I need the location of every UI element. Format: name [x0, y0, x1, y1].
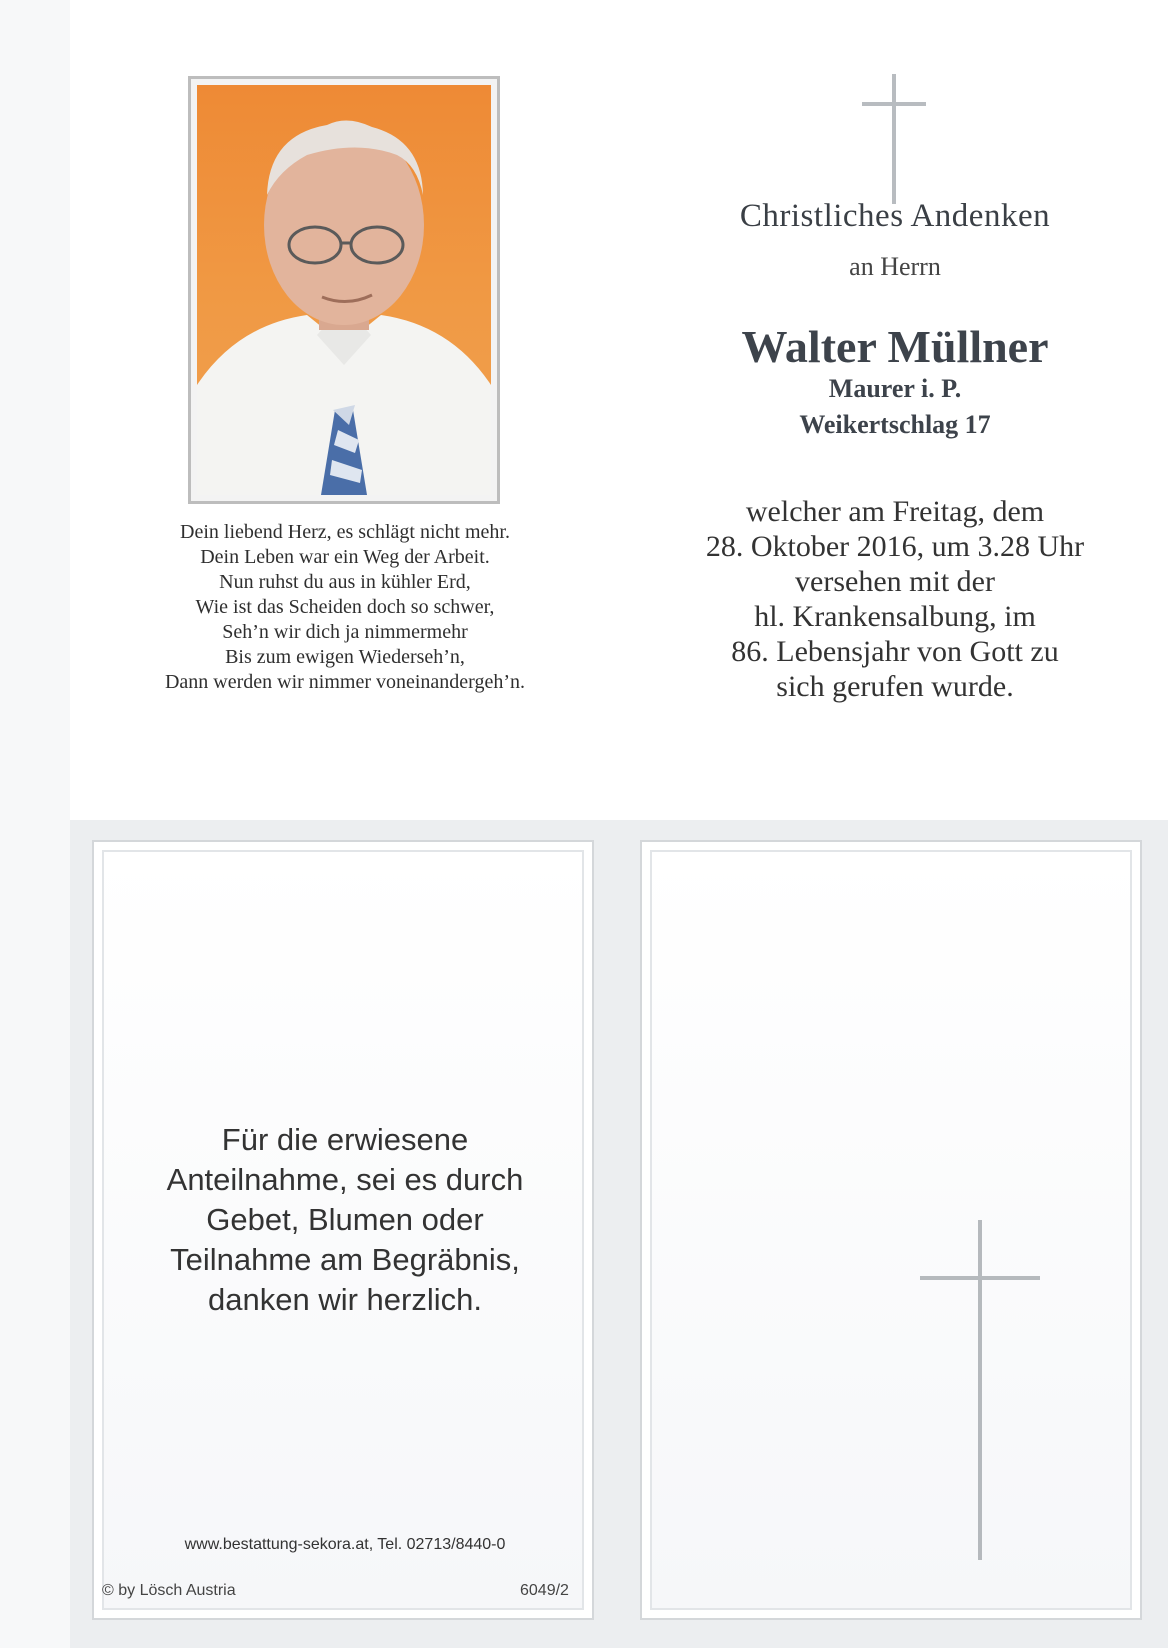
print-code: 6049/2: [520, 1582, 569, 1599]
thanks-line: Anteilnahme, sei es durch: [166, 1162, 524, 1197]
death-notice-line: sich gerufen wurde.: [776, 670, 1014, 703]
poem-line: Dein Leben war ein Weg der Arbeit.: [200, 546, 490, 568]
thanks-message: [110, 1120, 580, 1320]
death-notice-line: versehen mit der: [795, 565, 995, 598]
thanks-line: Gebet, Blumen oder: [206, 1202, 484, 1237]
copyright-notice: © by Lösch Austria: [102, 1582, 236, 1599]
thanks-line: Teilnahme am Begräbnis,: [170, 1242, 520, 1277]
memorial-poem: [110, 520, 580, 695]
death-notice: [690, 494, 1100, 704]
cross-icon: [862, 74, 926, 204]
cross-card-inner: [650, 850, 1132, 1610]
poem-line: Dein liebend Herz, es schlägt nicht mehr.: [180, 521, 510, 543]
poem-line: Bis zum ewigen Wiederseh’n,: [225, 646, 465, 668]
poem-line: Seh’n wir dich ja nimmermehr: [222, 621, 468, 643]
poem-line: Dann werden wir nimmer voneinandergeh’n.: [164, 671, 526, 693]
address: Weikertschlag 17: [799, 410, 991, 439]
poem-line: Wie ist das Scheiden doch so schwer,: [195, 596, 495, 618]
death-notice-line: 86. Lebensjahr von Gott zu: [731, 635, 1059, 668]
cross-icon: [920, 1220, 1040, 1560]
card-subtitle: Christliches Andenken: [739, 198, 1051, 234]
occupation: Maurer i. P.: [828, 374, 962, 403]
death-notice-line: 28. Oktober 2016, um 3.28 Uhr: [705, 530, 1085, 563]
poem-line: Nun ruhst du aus in kühler Erd,: [219, 571, 471, 593]
deceased-name: Walter Müllner: [741, 321, 1049, 372]
thanks-line: Für die erwiesene: [221, 1122, 469, 1157]
portrait-photo: [197, 85, 491, 495]
thanks-line: danken wir herzlich.: [208, 1282, 482, 1317]
portrait-frame: [188, 76, 500, 504]
portrait-illustration: [197, 85, 491, 495]
death-notice-line: welcher am Freitag, dem: [745, 495, 1045, 528]
death-notice-line: hl. Krankensalbung, im: [754, 600, 1036, 633]
salutation: an Herrn: [849, 252, 941, 281]
funeral-home-contact: www.bestattung-sekora.at, Tel. 02713/8440-0: [184, 1536, 506, 1553]
